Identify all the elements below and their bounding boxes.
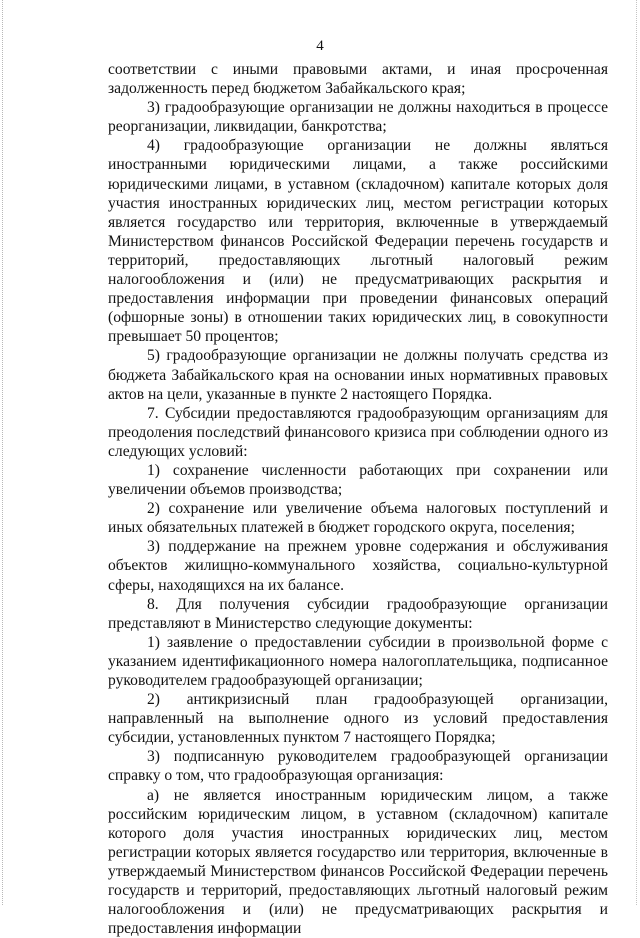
paragraph-clause-8-subitem-a: а) не является иностранным юридическим лицом, а также российским юридическим лицом, в уставном (складочном) капитале которого доля участия иностранных юридических лиц, местом регистрации которых является государство или территория, включенные в утверждаемый Министерством финансов Российской Федерации перечень государств и территорий, предоставляющих льготный налоговый режим налогообложения и (или) не предусматривающих раскрытия и предоставления информации (108, 786, 608, 938)
paragraph-clause-8-item-2: 2) антикризисный план градообразующей организации, направленный на выполнение одного из условий предоставления субсидии, установленных пунктом 7 настоящего Порядка; (108, 691, 608, 747)
paragraph-clause-7: 7. Субсидии предоставляются градообразующим организациям для преодоления последствий финансового кризиса при соблюдении одного из следующих условий: (108, 404, 608, 460)
paragraph-item-5: 5) градообразующие организации не должны получать средства из бюджета Забайкальского края на основании иных нормативных правовых актов на цели, указанные в пункте 2 настоящего Порядка. (108, 347, 608, 403)
scan-edge-left (2, 0, 3, 905)
paragraph-item-4: 4) градообразующие организации не должны являться иностранными юридическими лицами, а также российскими юридическими лицами, в уставном (складочном) капитале которых доля участия иностранных юридических лиц, местом регистрации которых является государство или территория, включенные в утверждаемый Министерством финансов Российской Федерации перечень государств и территорий, предоставляющих льготный налоговый режим налогообложения и (или) не предусматривающих раскрытия и предоставления информации при проведении финансовых операций (офшорные зоны) в отношении таких юридических лиц, в совокупности превышает 50 процентов; (108, 137, 608, 346)
paragraph-clause-7-item-1: 1) сохранение численности работающих при сохранении или увеличении объемов производства; (108, 461, 608, 499)
scan-edge-right (636, 0, 637, 905)
paragraph-clause-7-item-3: 3) поддержание на прежнем уровне содержания и обслуживания объектов жилищно-коммунального хозяйства, социально-культурной сферы, находящихся на их балансе. (108, 538, 608, 594)
paragraph-clause-8-item-3: 3) подписанную руководителем градообразующей организации справку о том, что градообразующая организация: (108, 748, 608, 785)
paragraph-clause-7-item-2: 2) сохранение или увеличение объема налоговых поступлений и иных обязательных платежей в бюджет городского округа, поселения; (108, 500, 608, 537)
page-number: 4 (316, 38, 324, 54)
document-body (108, 60, 608, 938)
paragraph-item-3: 3) градообразующие организации не должны находиться в процессе реорганизации, ликвидации, банкротства; (108, 99, 608, 136)
paragraph-clause-8-item-1: 1) заявление о предоставлении субсидии в произвольной форме с указанием идентификационного номера налогоплательщика, подписанное руководителем градообразующей организации; (108, 633, 608, 689)
paragraph-clause-8: 8. Для получения субсидии градообразующие организации представляют в Министерство следующие документы: (108, 595, 608, 632)
paragraph-continuation: соответствии с иными правовыми актами, и иная просроченная задолженность перед бюджетом Забайкальского края; (108, 61, 608, 98)
